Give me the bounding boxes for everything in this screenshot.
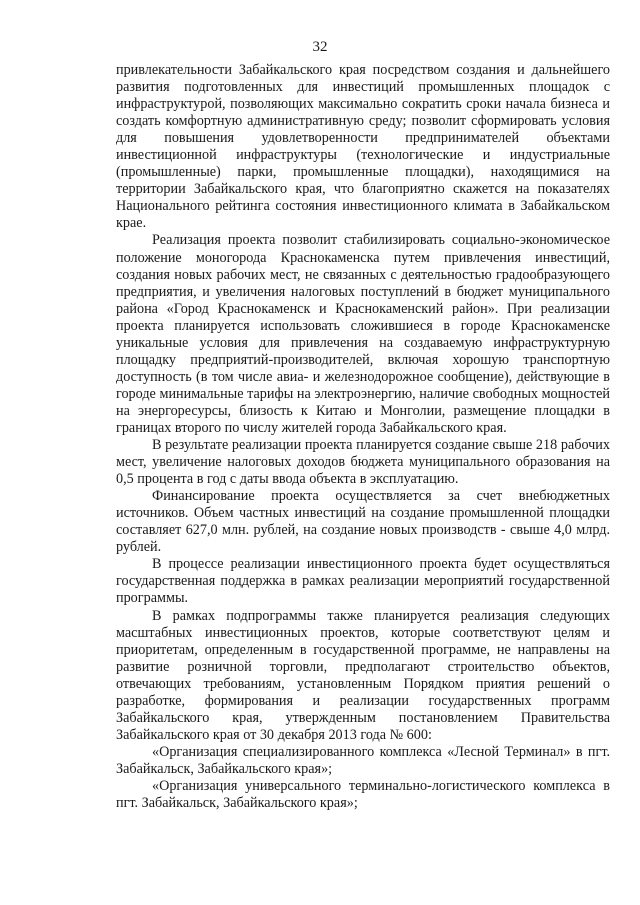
document-body — [116, 62, 610, 812]
list-item-forest-terminal: «Организация специализированного комплекса «Лесной Терминал» в пгт. Забайкальск, Забайкальского края»; — [116, 743, 610, 777]
paragraph-subprogram-projects: В рамках подпрограммы также планируется реализация следующих масштабных инвестиционных проектов, которые соответствуют целям и приоритетам, определенным в государственной программе, не направлены на развитие розничной торговли, предполагают строительство объектов, отвечающих требованиям, установленным Порядком приятия решений о разработке, формирования и реализации государственных программ Забайкальского края, утвержденным постановлением Правительства Забайкальского края от 30 декабря 2013 года № 600: — [116, 607, 610, 743]
paragraph-financing: Финансирование проекта осуществляется за счет внебюджетных источников. Объем частных инвестиций на создание промышленной площадки составляет 627,0 млн. рублей, на создание новых производств - свыше 4,0 млрд. рублей. — [116, 488, 610, 556]
paragraph-state-support: В процессе реализации инвестиционного проекта будет осуществляться государственная поддержка в рамках реализации мероприятий государственной программы. — [116, 556, 610, 607]
paragraph-continuation: привлекательности Забайкальского края посредством создания и дальнейшего развития подготовленных для инвестиций промышленных площадок с инфраструктурой, позволяющих максимально сократить сроки начала бизнеса и создать комфортную административную среду; позволит сформировать условия для повышения удовлетворенности предпринимателей объектами инвестиционной инфраструктуры (технологические и индустриальные (промышленные) парки, промышленные площадки), находящимися на территории Забайкальского края, что благоприятно скажется на показателях Национального рейтинга состояния инвестиционного климата в Забайкальском крае. — [116, 62, 610, 232]
paragraph-project-effect: Реализация проекта позволит стабилизировать социально-экономическое положение моногорода Краснокаменска путем привлечения инвестиций, создания новых рабочих мест, не связанных с деятельностью градообразующего предприятия, и увеличения налоговых поступлений в бюджет муниципального района «Город Краснокаменск и Краснокаменский район». При реализации проекта планируется использовать сложившиеся в городе Краснокаменске уникальные условия для привлечения на создаваемую инфраструктурную площадку предприятий-производителей, включая хорошую транспортную доступность (в том числе авиа- и железнодорожное сообщение), действующие в городе минимальные тарифы на электроэнергию, наличие свободных мощностей на энергоресурсы, близость к Китаю и Монголии, размещение площадки в границах второго по числу жителей города Забайкальского края. — [116, 232, 610, 436]
paragraph-project-results: В результате реализации проекта планируется создание свыше 218 рабочих мест, увеличение налоговых доходов бюджета муниципального образования на 0,5 процента в год с даты ввода объекта в эксплуатацию. — [116, 437, 610, 488]
list-item-logistics-complex: «Организация универсального терминально-логистического комплекса в пгт. Забайкальск, Забайкальского края»; — [116, 777, 610, 812]
page-number: 32 — [312, 39, 328, 55]
